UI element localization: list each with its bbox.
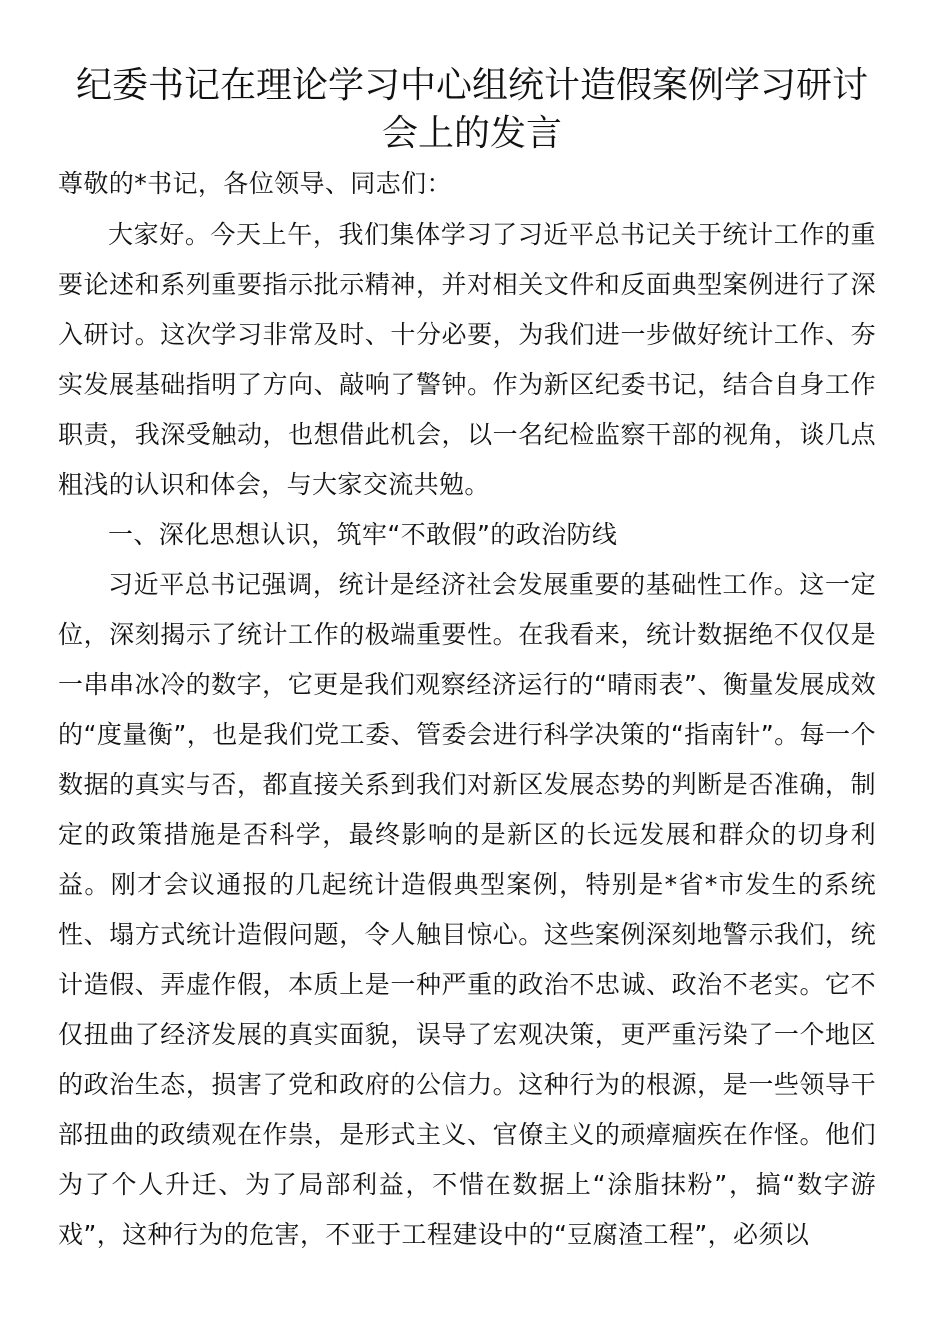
paragraph-opening: 大家好。今天上午，我们集体学习了习近平总书记关于统计工作的重要论述和系列重要指示批示精神，并对相关文件和反面典型案例进行了深入研讨。这次学习非常及时、十分必要，为我们进一步做好统计工作、夯实发展基础指明了方向、敲响了警钟。作为新区纪委书记，结合自身工作职责，我深受触动，也想借此机会，以一名纪检监察干部的视角，谈几点粗浅的认识和体会，与大家交流共勉。 [58,220,876,499]
paragraph-section-1: 习近平总书记强调，统计是经济社会发展重要的基础性工作。这一定位，深刻揭示了统计工作的极端重要性。在我看来，统计数据绝不仅仅是一串串冰冷的数字，它更是我们观察经济运行的“晴雨表”、衡量发展成效的“度量衡”，也是我们党工委、管委会进行科学决策的“指南针”。每一个数据的真实与否，都直接关系到我们对新区发展态势的判断是否准确，制定的政策措施是否科学，最终影响的是新区的长远发展和群众的切身利益。刚才会议通报的几起统计造假典型案例，特别是*省*市发生的系统性、塌方式统计造假问题，令人触目惊心。这些案例深刻地警示我们，统计造假、弄虚作假，本质上是一种严重的政治不忠诚、政治不老实。它不仅扭曲了经济发展的真实面貌，误导了宏观决策，更严重污染了一个地区的政治生态，损害了党和政府的公信力。这种行为的根源，是一些领导干部扭曲的政绩观在作祟，是形式主义、官僚主义的顽瘴痼疾在作怪。他们为了个人升迁、为了局部利益，不惜在数据上“涂脂抹粉”，搞“数字游戏”，这种行为的危害，不亚于工程建设中的“豆腐渣工程”，必须以 [58,570,876,1249]
section-heading-1: 一、深化思想认识，筑牢“不敢假”的政治防线 [108,520,618,549]
document-body [58,164,876,1260]
salutation: 尊敬的*书记，各位领导、同志们： [58,169,452,198]
document-title: 纪委书记在理论学习中心组统计造假案例学习研讨会上的发言 [75,65,868,154]
